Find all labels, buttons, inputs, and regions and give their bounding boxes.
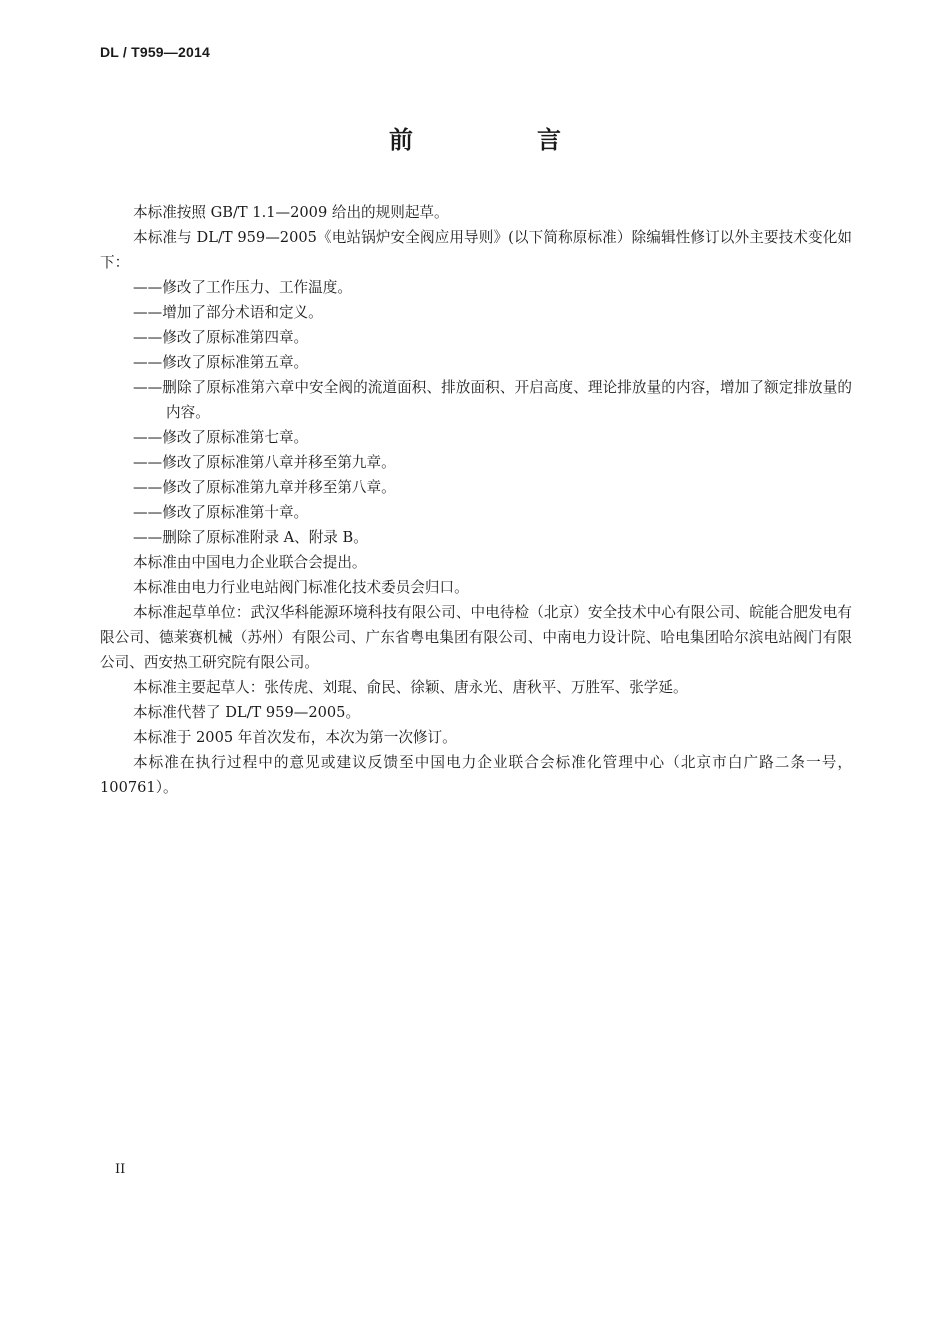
paragraph-drafting-units: 本标准起草单位：武汉华科能源环境科技有限公司、中电待检（北京）安全技术中心有限公司、皖能合肥发电有限公司、德莱赛机械（苏州）有限公司、广东省粤电集团有限公司、中南电力设计院、哈电集团哈尔滨电站阀门有限公司、西安热工研究院有限公司。: [100, 604, 852, 671]
list-item: ——修改了工作压力、工作温度。: [133, 279, 352, 296]
list-item: ——删除了原标准第六章中安全阀的流道面积、排放面积、开启高度、理论排放量的内容，增加了额定排放量的内容。: [133, 379, 852, 421]
paragraph-drafting-rules: 本标准按照 GB/T 1.1—2009 给出的规则起草。: [133, 204, 449, 221]
paragraph-replaces: 本标准代替了 DL/T 959—2005。: [133, 704, 361, 721]
paragraph-changes-intro: 本标准与 DL/T 959—2005《电站锅炉安全阀应用导则》(以下简称原标准）除编辑性修订以外主要技术变化如下：: [100, 229, 852, 271]
paragraph-committee: 本标准由电力行业电站阀门标准化技术委员会归口。: [133, 579, 469, 596]
list-item: ——增加了部分术语和定义。: [133, 304, 323, 321]
paragraph-drafters: 本标准主要起草人：张传虎、刘琨、俞民、徐颖、唐永光、唐秋平、万胜军、张学延。: [133, 679, 688, 696]
foreword-body: [100, 200, 852, 800]
list-item: ——修改了原标准第八章并移至第九章。: [133, 454, 396, 471]
list-item: ——修改了原标准第五章。: [133, 354, 309, 371]
standard-code-header: DL / T959—2014: [100, 44, 210, 60]
paragraph-feedback: 本标准在执行过程中的意见或建议反馈至中国电力企业联合会标准化管理中心（北京市白广路二条一号，100761）。: [100, 754, 852, 796]
list-item: ——修改了原标准第四章。: [133, 329, 309, 346]
list-item: ——修改了原标准第十章。: [133, 504, 309, 521]
list-item: ——修改了原标准第九章并移至第八章。: [133, 479, 396, 496]
paragraph-history: 本标准于 2005 年首次发布，本次为第一次修订。: [133, 729, 457, 746]
page-title: 前 言: [389, 126, 611, 154]
list-item: ——修改了原标准第七章。: [133, 429, 309, 446]
paragraph-proposer: 本标准由中国电力企业联合会提出。: [133, 554, 367, 571]
list-item: ——删除了原标准附录 A、附录 B。: [133, 529, 368, 546]
page-number: II: [115, 1162, 126, 1177]
